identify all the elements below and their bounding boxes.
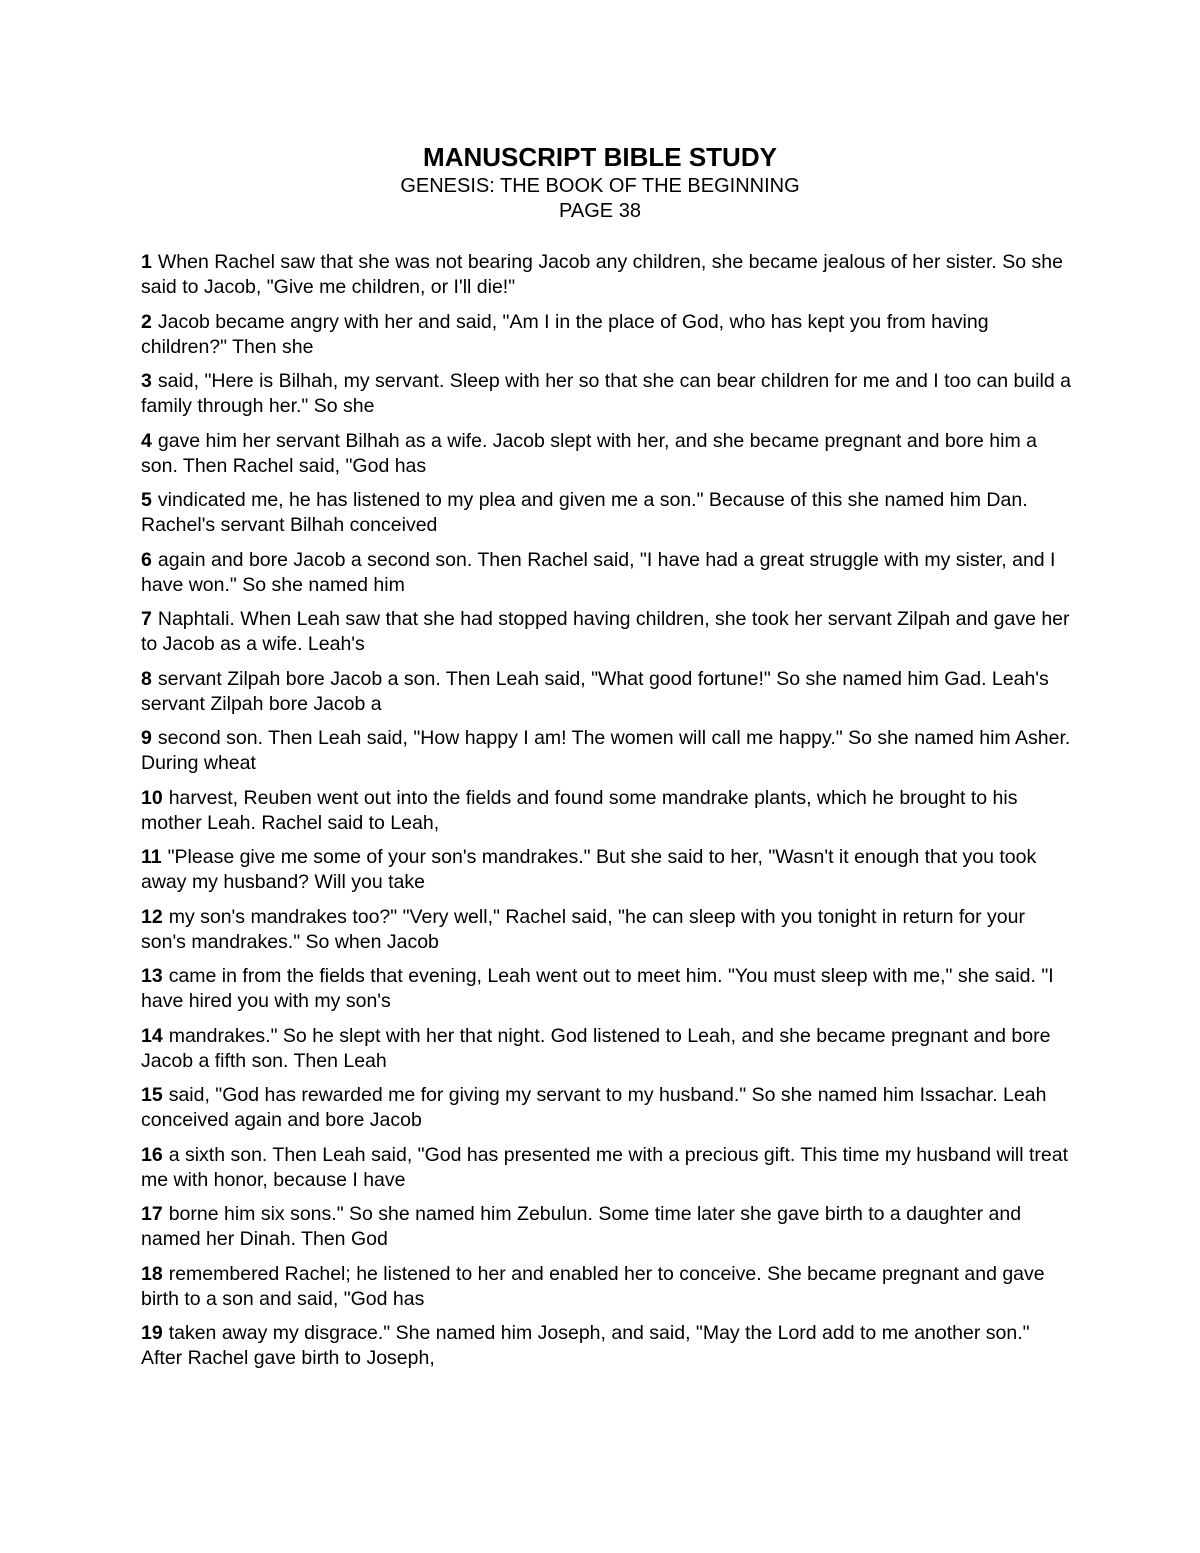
verse-text: second son. Then Leah said, "How happy I am! The women will call me happy." So she named him Asher. During wheat [141, 727, 1071, 774]
verse-number: 11 [141, 846, 162, 868]
verse-number: 7 [141, 608, 152, 630]
verse-item [141, 845, 1071, 895]
verse-number: 19 [141, 1322, 163, 1344]
page-number-label: PAGE 38 [559, 200, 641, 222]
verse-text: said, "God has rewarded me for giving my servant to my husband." So she named him Issachar. Leah conceived again and bore Jacob [141, 1084, 1047, 1131]
verse-text: said, "Here is Bilhah, my servant. Sleep with her so that she can bear children for me and I too can build a family through her." So she [141, 370, 1071, 417]
verse-item [141, 1262, 1071, 1312]
verse-text: "Please give me some of your son's mandrakes." But she said to her, "Wasn't it enough that you took away my husband? Will you take [141, 846, 1037, 893]
verse-text: remembered Rachel; he listened to her and enabled her to conceive. She became pregnant and gave birth to a son and said, "God has [141, 1262, 1045, 1310]
verse-number: 14 [141, 1024, 163, 1047]
verse-number: 3 [141, 370, 152, 392]
verse-item [141, 1321, 1071, 1371]
verse-number: 17 [141, 1203, 163, 1225]
document-title: MANUSCRIPT BIBLE STUDY [423, 142, 777, 172]
verse-list [141, 250, 1071, 1381]
verse-number: 10 [141, 786, 163, 809]
verse-text: servant Zilpah bore Jacob a son. Then Leah said, "What good fortune!" So she named him Gad. Leah's servant Zilpah bore Jacob a [141, 667, 1049, 715]
verse-item [141, 1202, 1071, 1252]
verse-item [141, 548, 1071, 598]
verse-text: harvest, Reuben went out into the fields and found some mandrake plants, which he brought to his mother Leah. Rachel said to Leah, [141, 786, 1018, 834]
verse-text: Naphtali. When Leah saw that she had stopped having children, she took her servant Zilpah and gave her to Jacob as a wife. Leah's [141, 608, 1070, 655]
verse-item [141, 1024, 1071, 1074]
document-subtitle: GENESIS: THE BOOK OF THE BEGINNING [400, 175, 800, 197]
verse-item [141, 250, 1071, 300]
verse-item [141, 310, 1071, 360]
verse-item [141, 905, 1071, 955]
verse-item [141, 964, 1071, 1014]
verse-item [141, 1083, 1071, 1133]
verse-number: 16 [141, 1143, 163, 1166]
verse-number: 8 [141, 667, 152, 690]
verse-item [141, 369, 1071, 419]
verse-text: When Rachel saw that she was not bearing Jacob any children, she became jealous of her sister. So she said to Jacob, "Give me children, or I'll die!" [141, 251, 1063, 298]
verse-number: 13 [141, 965, 163, 987]
verse-text: taken away my disgrace." She named him Joseph, and said, "May the Lord add to me another son." After Rachel gave birth to Joseph, [141, 1322, 1030, 1369]
verse-item [141, 667, 1071, 717]
verse-item [141, 488, 1071, 538]
verse-number: 18 [141, 1262, 163, 1285]
verse-item [141, 429, 1071, 479]
verse-item [141, 726, 1071, 776]
verse-number: 5 [141, 489, 152, 511]
verse-number: 9 [141, 727, 152, 749]
verse-text: came in from the fields that evening, Leah went out to meet him. "You must sleep with me," she said. "I have hired you with my son's [141, 965, 1054, 1012]
verse-text: a sixth son. Then Leah said, "God has presented me with a precious gift. This time my husband will treat me with honor, because I have [141, 1143, 1069, 1191]
verse-text: vindicated me, he has listened to my plea and given me a son." Because of this she named him Dan. Rachel's servant Bilhah conceived [141, 489, 1028, 536]
document-header [0, 140, 1200, 224]
verse-item [141, 1143, 1071, 1193]
verse-number: 1 [141, 251, 152, 273]
verse-text: gave him her servant Bilhah as a wife. Jacob slept with her, and she became pregnant and bore him a son. Then Rachel said, "God has [141, 429, 1037, 477]
verse-number: 6 [141, 548, 152, 571]
verse-number: 12 [141, 905, 163, 928]
verse-text: again and bore Jacob a second son. Then Rachel said, "I have had a great struggle with my sister, and I have won." So she named him [141, 548, 1056, 596]
verse-number: 4 [141, 429, 152, 452]
verse-item [141, 607, 1071, 657]
verse-number: 2 [141, 310, 152, 333]
verse-text: Jacob became angry with her and said, "Am I in the place of God, who has kept you from having children?" Then she [141, 310, 989, 358]
verse-text: mandrakes." So he slept with her that night. God listened to Leah, and she became pregnant and bore Jacob a fifth son. Then Leah [141, 1024, 1051, 1072]
verse-number: 15 [141, 1084, 163, 1106]
verse-text: borne him six sons." So she named him Zebulun. Some time later she gave birth to a daughter and named her Dinah. Then God [141, 1203, 1022, 1250]
verse-item [141, 786, 1071, 836]
verse-text: my son's mandrakes too?" "Very well," Rachel said, "he can sleep with you tonight in return for your son's mandrakes." So when Jacob [141, 905, 1025, 953]
